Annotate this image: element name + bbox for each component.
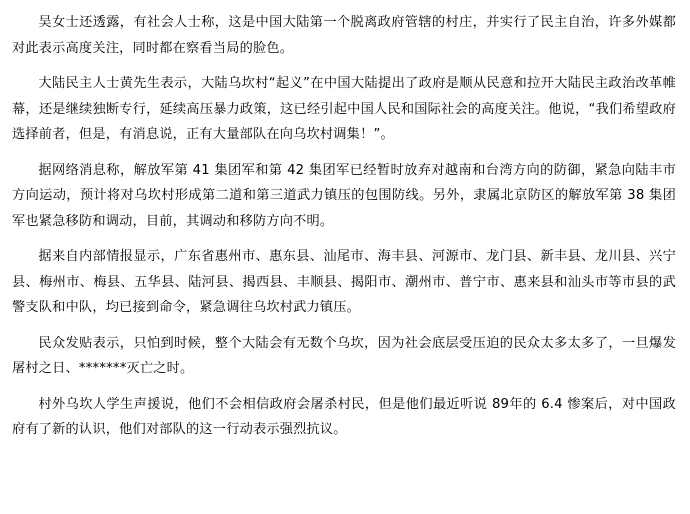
paragraph-4: 据来自内部情报显示，广东省惠州市、惠东县、汕尾市、海丰县、河源市、龙门县、新丰县、龙川县、兴宁县、梅州市、梅县、五华县、陆河县、揭西县、丰顺县、揭阳市、潮州市、普宁市、惠来县和汕头市等市县的武警支队和中队，均已接到命令，紧急调往乌坎村武力镇压。 [12, 249, 676, 315]
paragraph-6: 村外乌坎人学生声援说，他们不会相信政府会屠杀村民，但是他们最近听说 89年的 6.4 惨案后，对中国政府有了新的认识，他们对部队的这一行动表示强烈抗议。 [12, 396, 676, 437]
paragraph-2: 大陆民主人士黄先生表示，大陆乌坎村“起义”在中国大陆提出了政府是顺从民意和拉开大陆民主政治改革帷幕，还是继续独断专行，延续高压暴力政策，这已经引起中国人民和国际社会的高度关注。他说，“我们希望政府选择前者，但是，有消息说，正有大量部队在向乌坎村调集！”。 [12, 76, 676, 142]
paragraph-5: 民众发贴表示，只怕到时候，整个大陆会有无数个乌坎，因为社会底层受压迫的民众太多太多了，一旦爆发屠村之日、*******灭亡之时。 [12, 335, 676, 376]
paragraph-3: 据网络消息称，解放军第 41 集团军和第 42 集团军已经暂时放弃对越南和台湾方向的防御，紧急向陆丰市方向运动，预计将对乌坎村形成第二道和第三道武力镇压的包围防线。另外，隶属北京防区的解放军第 38 集团军也紧急移防和调动，目前，其调动和移防方向不明。 [12, 162, 676, 229]
paragraph-1: 吴女士还透露，有社会人士称，这是中国大陆第一个脱离政府管辖的村庄，并实行了民主自治，许多外媒都对此表示高度关注，同时都在察看当局的脸色。 [12, 15, 676, 56]
